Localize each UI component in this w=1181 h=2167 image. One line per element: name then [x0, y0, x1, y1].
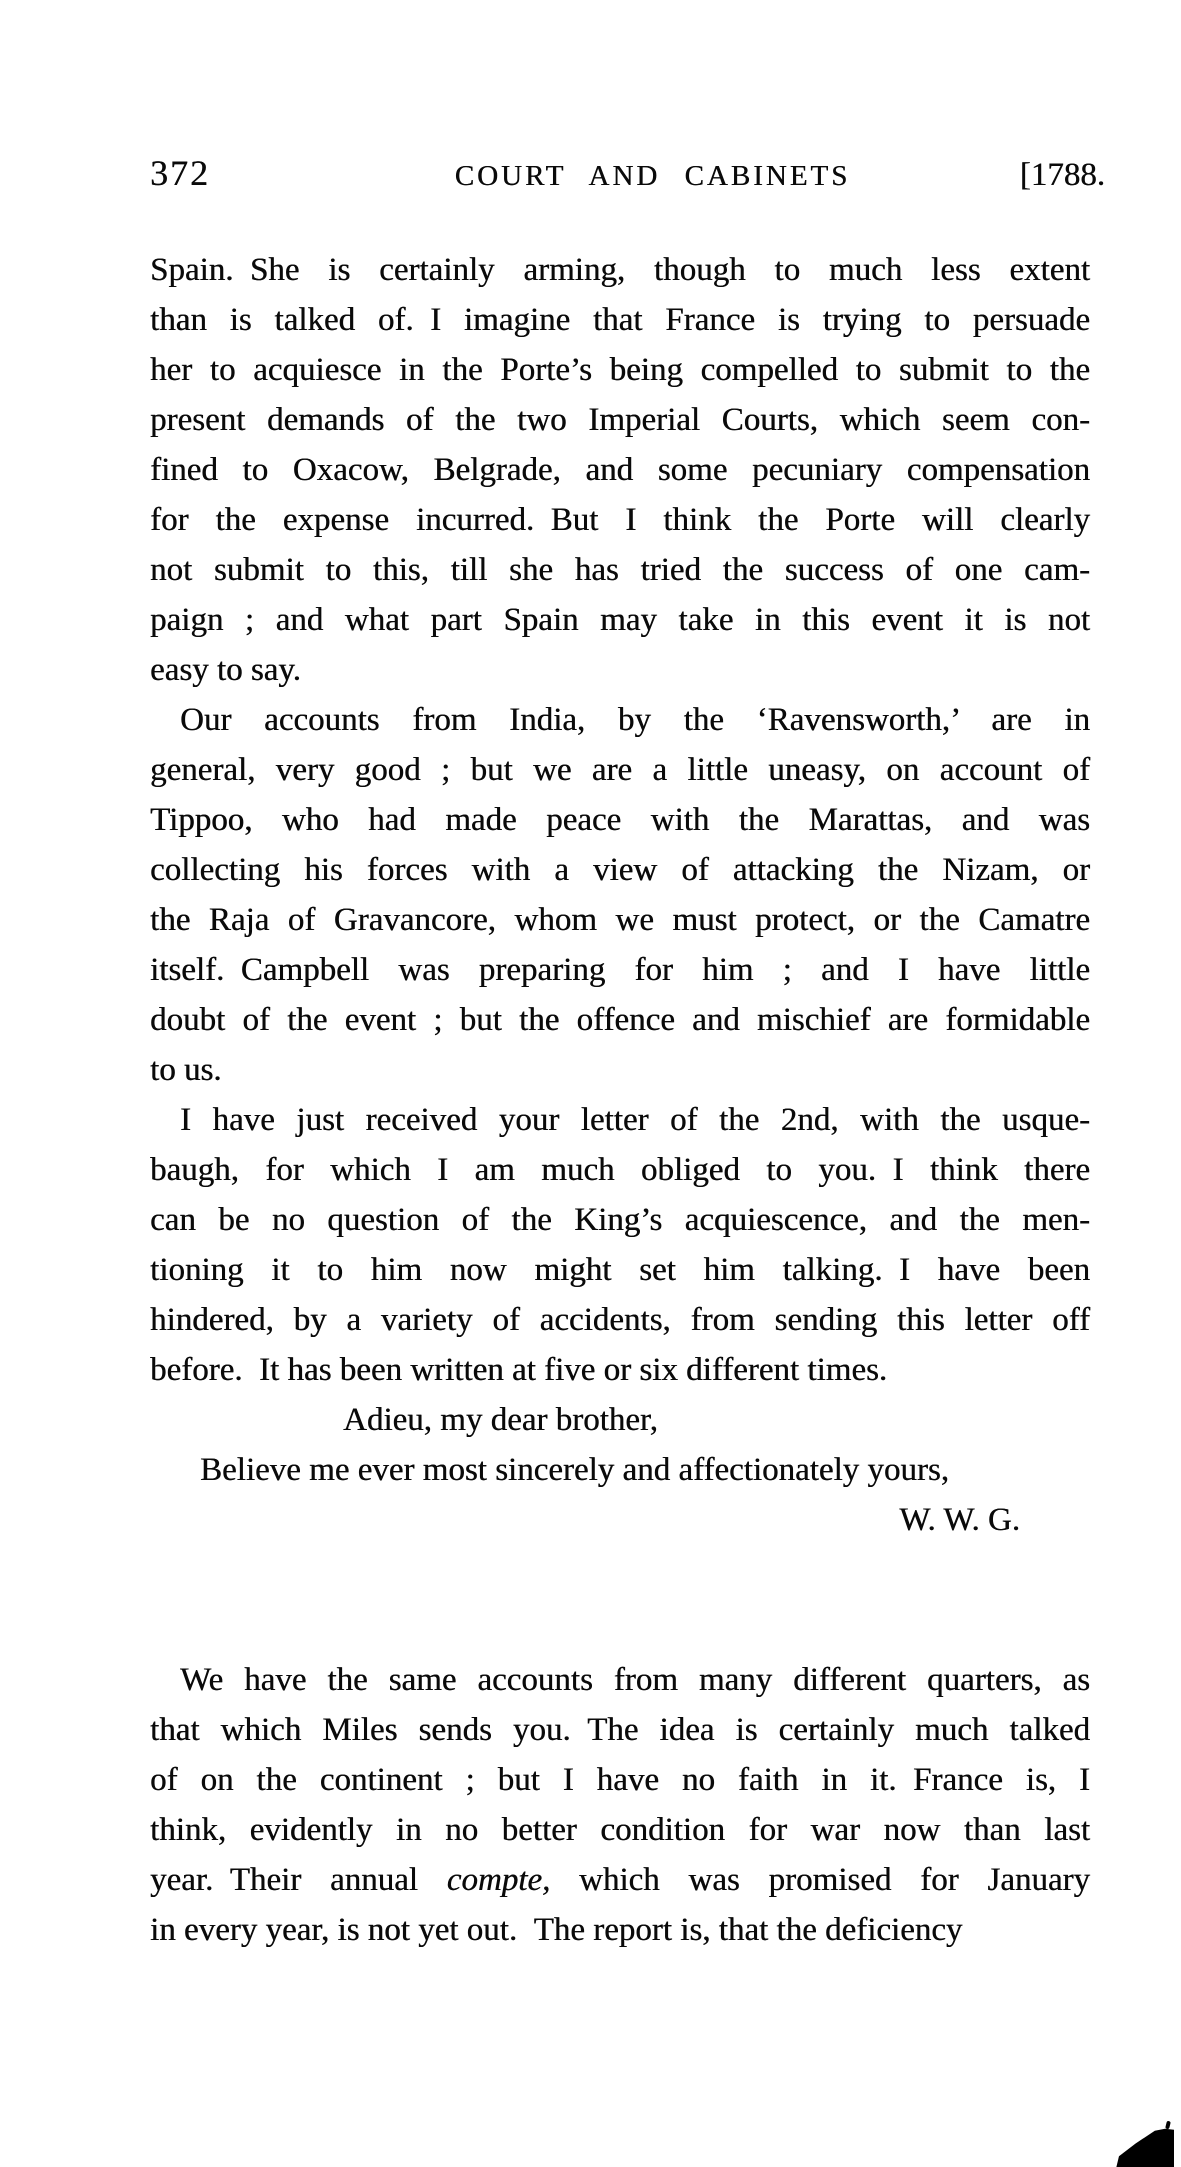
section-gap	[150, 1545, 1090, 1655]
text-line: than is talked of. I imagine that France is trying to persuade	[150, 302, 1090, 338]
text-line: can be no question of the King’s acquiescence, and the men-	[150, 1202, 1090, 1238]
text-line: think, evidently in no better condition for war now than last	[150, 1812, 1090, 1848]
text-line: before. It has been written at five or six different times.	[150, 1352, 888, 1388]
text-line: to us.	[150, 1052, 222, 1088]
text-line: itself. Campbell was preparing for him ; and I have little	[150, 952, 1090, 988]
text-line: her to acquiesce in the Porte’s being compelled to submit to the	[150, 352, 1090, 388]
text-segment: which was promised for January	[550, 1862, 1090, 1898]
text-line: collecting his forces with a view of attacking the Nizam, or	[150, 852, 1090, 888]
text-line: not submit to this, till she has tried the success of one cam-	[150, 552, 1090, 588]
text-line: tioning it to him now might set him talking. I have been	[150, 1252, 1090, 1288]
ink-speck-artifact	[1165, 2121, 1171, 2130]
text-segment: year. Their annual	[150, 1862, 447, 1898]
text-line: Our accounts from India, by the ‘Ravensworth,’ are in	[180, 702, 1090, 738]
running-title: COURT AND CABINETS	[454, 160, 851, 192]
text-line: We have the same accounts from many different quarters, as	[180, 1662, 1090, 1698]
signoff-line: Believe me ever most sincerely and affectionately yours,	[200, 1452, 949, 1488]
text-line: that which Miles sends you. The idea is certainly much talked	[150, 1712, 1090, 1748]
text-line: the Raja of Gravancore, whom we must protect, or the Camatre	[150, 902, 1090, 938]
text-line: paign ; and what part Spain may take in this event it is not	[150, 602, 1090, 638]
text-line: baugh, for which I am much obliged to you. I think there	[150, 1152, 1090, 1188]
ink-blot-artifact	[1110, 2118, 1174, 2167]
page-number: 372	[150, 153, 210, 193]
text-line: easy to say.	[150, 652, 301, 688]
text-line: I have just received your letter of the 2nd, with the usque-	[180, 1102, 1090, 1138]
text-line: of on the continent ; but I have no faith in it. France is, I	[150, 1762, 1090, 1798]
text-line: Spain. She is certainly arming, though to much less extent	[150, 252, 1090, 288]
text-line: hindered, by a variety of accidents, from sending this letter off	[150, 1302, 1090, 1338]
italic-word: compte,	[446, 1862, 551, 1898]
text-line: doubt of the event ; but the offence and mischief are formidable	[150, 1002, 1090, 1038]
date-label: [1788.	[1019, 157, 1105, 193]
text-line: general, very good ; but we are a little uneasy, on account of	[150, 752, 1090, 788]
text-line: Tippoo, who had made peace with the Marattas, and was	[150, 802, 1090, 838]
page-body	[150, 245, 1090, 1955]
text-line: present demands of the two Imperial Courts, which seem con-	[150, 402, 1090, 438]
text-line: in every year, is not yet out. The report is, that the deficiency	[150, 1912, 963, 1948]
text-line: fined to Oxacow, Belgrade, and some pecuniary compensation	[150, 452, 1090, 488]
valediction: Adieu, my dear brother,	[343, 1402, 658, 1438]
text-line: for the expense incurred. But I think the Porte will clearly	[150, 502, 1090, 538]
signature: W. W. G.	[899, 1502, 1020, 1538]
text-line	[150, 1855, 1090, 1905]
page-header	[150, 152, 1105, 194]
